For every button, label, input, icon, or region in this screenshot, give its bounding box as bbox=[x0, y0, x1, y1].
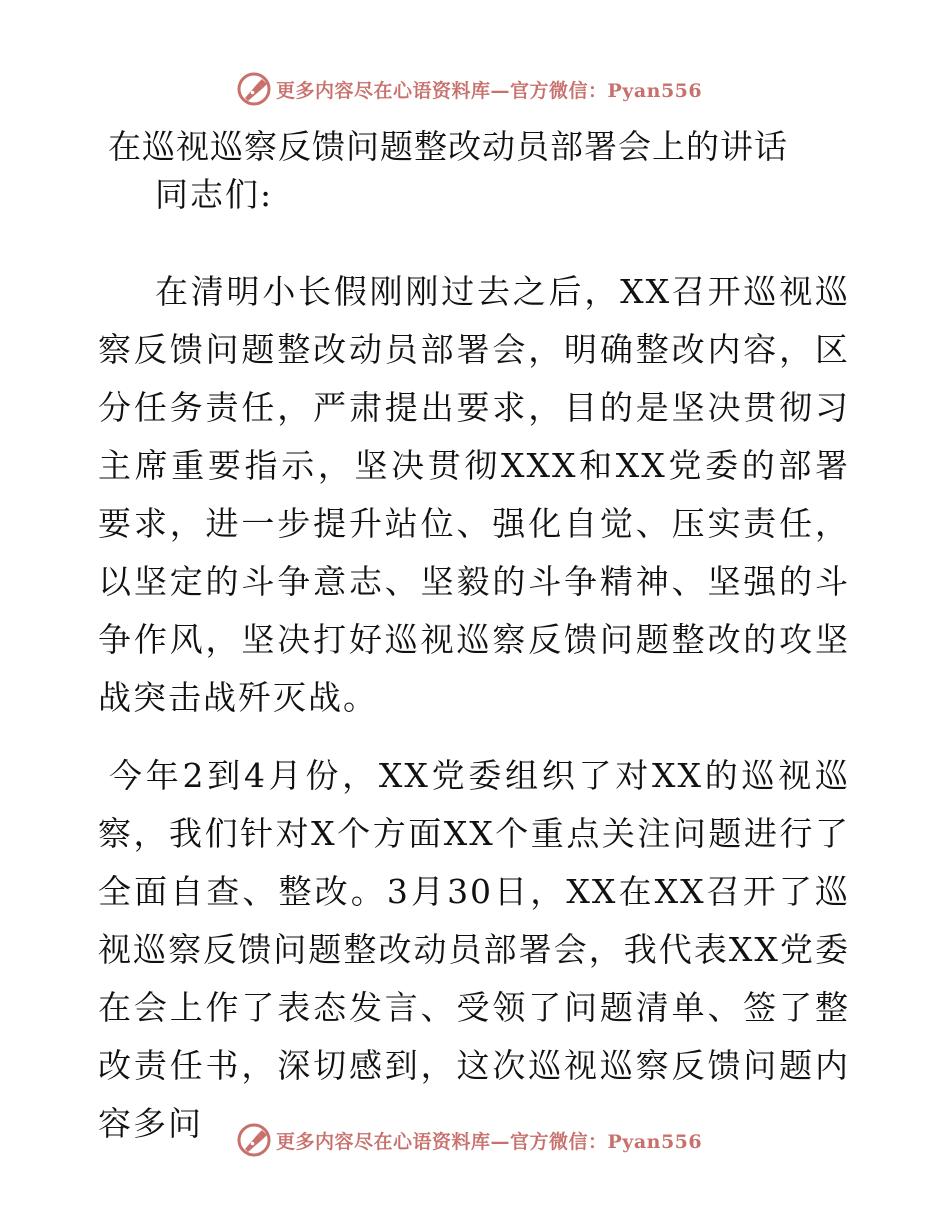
document-title: 在巡视巡察反馈问题整改动员部署会上的讲话 bbox=[108, 127, 788, 166]
footer-banner bbox=[236, 1121, 702, 1159]
pen-nib-circle-icon bbox=[236, 1122, 272, 1158]
paragraph-2: 今年2到4月份，XX党委组织了对XX的巡视巡察，我们针对X个方面XX个重点关注问题进行了全面自查、整改。3月30日，XX在XX召开了巡视巡察反馈问题整改动员部署会，我代表XX党委在会上作了表态发言、受领了问题清单、签了整改责任书，深切感到，这次巡视巡察反馈问题内容多问 bbox=[98, 756, 850, 1143]
paragraph-1: 在清明小长假刚刚过去之后，XX召开巡视巡察反馈问题整改动员部署会，明确整改内容，区分任务责任，严肃提出要求，目的是坚决贯彻习主席重要指示，坚决贯彻XXX和XX党委的部署要求，进一步提升站位、强化自觉、压实责任，以坚定的斗争意志、坚毅的斗争精神、坚强的斗争作风，坚决打好巡视巡察反馈问题整改的攻坚战突击战歼灭战。 bbox=[98, 272, 850, 717]
header-banner bbox=[236, 70, 702, 108]
header-banner-text: 更多内容尽在心语资料库—官方微信：Pyan556 bbox=[276, 79, 703, 102]
pen-nib-circle-icon bbox=[236, 71, 272, 107]
footer-banner-text: 更多内容尽在心语资料库—官方微信：Pyan556 bbox=[276, 1130, 703, 1153]
greeting: 同志们: bbox=[155, 175, 274, 214]
